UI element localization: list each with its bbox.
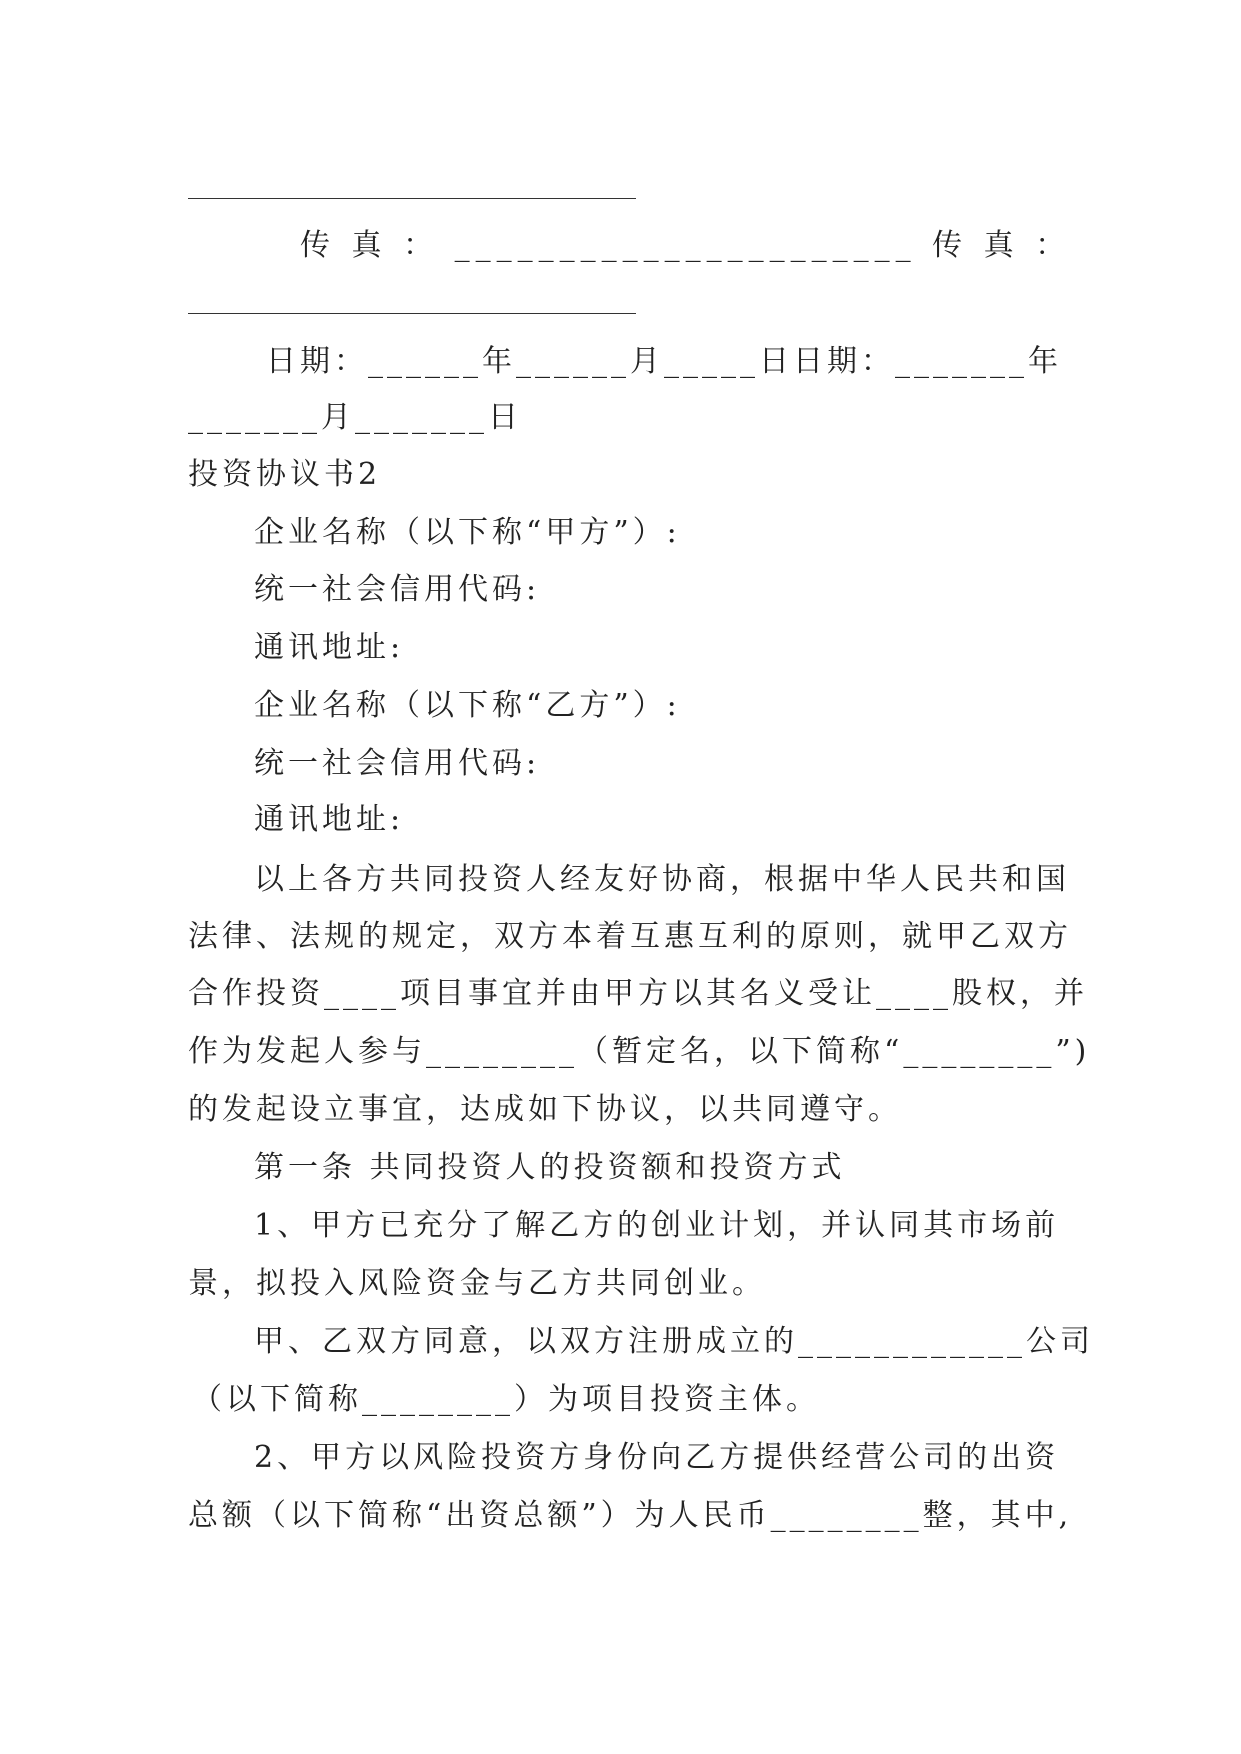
article1-item1-line: 1、甲方已充分了解乙方的创业计划，并认同其市场前 xyxy=(254,1208,1060,1243)
date-line-continued: _______月_______日 xyxy=(188,400,522,435)
document-title: 投资协议书2 xyxy=(188,457,382,492)
preamble-line: 的发起设立事宜，达成如下协议，以共同遵守。 xyxy=(188,1092,902,1127)
article1-item2-line: 2、甲方以风险投资方身份向乙方提供经营公司的出资 xyxy=(254,1440,1060,1475)
article1-item2-line: 总额（以下简称“出资总额”）为人民币________整，其中, xyxy=(188,1498,1073,1533)
article1-agree-line: （以下简称________）为项目投资主体。 xyxy=(192,1382,820,1417)
party-b-name: 企业名称（以下称“乙方”）: xyxy=(254,688,681,723)
preamble-line: 作为发起人参与________（暂定名，以下简称“________”) xyxy=(188,1034,1091,1069)
party-a-credit-code: 统一社会信用代码: xyxy=(254,572,541,607)
party-b-address: 通讯地址: xyxy=(254,802,405,837)
article1-agree-line: 甲、乙双方同意，以双方注册成立的____________公司 xyxy=(254,1324,1094,1359)
party-b-credit-code: 统一社会信用代码: xyxy=(254,746,541,781)
article1-item1-line: 景，拟投入风险资金与乙方共同创业。 xyxy=(188,1266,766,1301)
preamble-line: 法律、法规的规定，双方本着互惠互利的原则，就甲乙双方 xyxy=(188,919,1072,954)
signature-rule-top xyxy=(188,198,636,199)
fax-line: 传 真 ： ______________________ 传 真 ： xyxy=(300,228,1072,263)
party-a-name: 企业名称（以下称“甲方”）: xyxy=(254,515,681,550)
preamble-line: 以上各方共同投资人经友好协商，根据中华人民共和国 xyxy=(254,862,1070,897)
article1-title: 第一条 共同投资人的投资额和投资方式 xyxy=(254,1150,846,1185)
signature-rule-bottom xyxy=(188,313,636,314)
party-a-address: 通讯地址: xyxy=(254,630,405,665)
date-line: 日期：______年______月_____日日期：_______年 xyxy=(266,344,1062,379)
preamble-line: 合作投资____项目事宜并由甲方以其名义受让____股权，并 xyxy=(188,976,1088,1011)
